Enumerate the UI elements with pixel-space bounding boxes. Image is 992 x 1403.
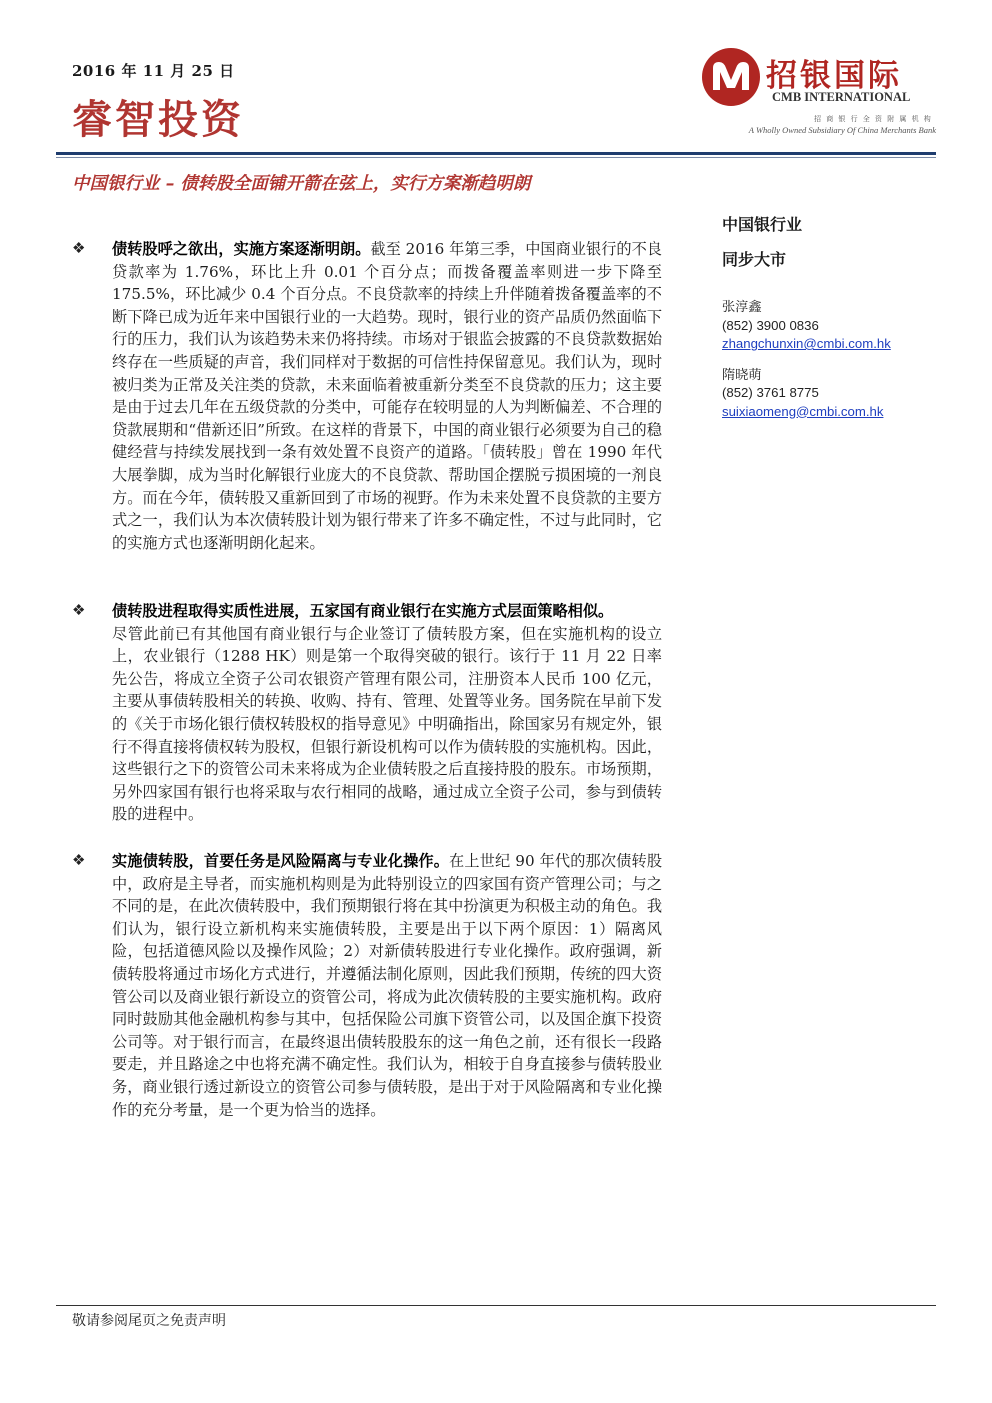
- disclaimer-note: 敬请参阅尾页之免责声明: [72, 1313, 226, 1329]
- analyst-phone: (852) 3900 0836: [722, 317, 819, 333]
- section-3: [72, 850, 662, 1121]
- header-divider: [56, 152, 936, 155]
- report-date: 2016 年 11 月 25 日: [72, 62, 235, 80]
- header-divider-thin: [56, 157, 936, 158]
- section-1: [72, 238, 662, 554]
- diamond-bullet-icon: ❖: [72, 601, 86, 619]
- logo-chinese-name: 招银国际: [766, 58, 902, 94]
- analyst-phone: (852) 3761 8775: [722, 385, 819, 400]
- analyst-name: 隋晓萌: [722, 366, 762, 382]
- logo-subtitle-en: A Wholly Owned Subsidiary Of China Merchants Bank: [748, 125, 936, 135]
- section-paragraph: [112, 850, 662, 1121]
- section-2: [72, 600, 662, 826]
- section-body: 截至 2016 年第三季，中国商业银行的不良贷款率为 1.76%，环比上升 0.01 个百分点；而拨备覆盖率则进一步下降至 175.5%，环比减少 0.4 个百分点。不良贷款率的持续上升伴随着拨备覆盖率的不断下降已成为近年来中国银行业的一大趋势。现时，银行业的资产品质仍然面临下行的压力，我们认为该趋势未来仍将持续。市场对于银监会披露的不良贷款数据始终存在一些质疑的声音，我们同样对于数据的可信性持保留意见。我们认为，现时被归类为正常及关注类的贷款，未来面临着被重新分类至不良贷款的压力；这主要是由于过去几年在五级贷款的分类中，可能存在较明显的人为判断偏差、不合理的贷款展期和“借新还旧”所致。在这样的背景下，中国的商业银行必须要为自己的稳健经营与持续发展找到一条有效处置不良资产的道路。「债转股」曾在 1990 年代大展拳脚，成为当时化解银行业庞大的不良贷款、帮助国企摆脱亏损困境的一剂良方。而在今年，债转股又重新回到了市场的视野。作为未来处置不良贷款的主要方式之一，我们认为本次债转股计划为银行带来了许多不确定性，不过与此同时，它的实施方式也逐渐明朗化起来。: [112, 240, 662, 552]
- section-paragraph: [112, 600, 662, 826]
- analyst-card: [722, 366, 942, 422]
- analyst-email-link[interactable]: zhangchunxin@cmbi.com.hk: [722, 336, 891, 351]
- diamond-bullet-icon: ❖: [72, 851, 86, 869]
- section-body: 在上世纪 90 年代的那次债转股中，政府是主导者，而实施机构则是为此特别设立的四家国有资产管理公司；与之不同的是，在此次债转股中，我们预期银行将在其中扮演更为积极主动的角色。我们认为，银行设立新机构来实施债转股，主要是出于以下两个原因：1）隔离风险，包括道德风险以及操作风险；2）对新债转股进行专业化操作。政府强调，新债转股将通过市场化方式进行，并遵循法制化原则，因此我们预期，传统的四大资管公司以及商业银行新设立的资管公司，将成为此次债转股的主要实施机构。政府同时鼓励其他金融机构参与其中，包括保险公司旗下资管公司，以及国企旗下投资公司等。对于银行而言，在最终退出债转股股东的这一角色之前，还有很长一段路要走，并且路途之中也将充满不确定性。我们认为，相较于自身直接参与债转股业务，商业银行透过新设立的资管公司参与债转股，是出于对于风险隔离和专业化操作的充分考量，是一个更为恰当的选择。: [112, 852, 663, 1119]
- rating-label: 同步大市: [722, 250, 787, 269]
- diamond-bullet-icon: ❖: [72, 239, 86, 257]
- section-lead: 债转股呼之欲出，实施方案逐渐明朗。: [112, 240, 371, 258]
- sector-label: 中国银行业: [722, 215, 803, 234]
- section-lead: 实施债转股，首要任务是风险隔离与专业化操作。: [112, 852, 450, 870]
- analyst-card: [722, 298, 942, 354]
- logo-subtitle-cn: 招商银行全资附属机构: [814, 115, 936, 123]
- cmbi-logo-icon: [700, 46, 762, 108]
- cmbi-logo: [700, 46, 936, 136]
- brand-title: 睿智投资: [72, 96, 244, 143]
- logo-english-name: CMB INTERNATIONAL: [772, 90, 911, 104]
- footer-divider: [56, 1305, 936, 1306]
- section-paragraph: [112, 238, 662, 554]
- analyst-email-link[interactable]: suixiaomeng@cmbi.com.hk: [722, 403, 884, 419]
- section-lead: 债转股进程取得实质性进展，五家国有商业银行在实施方式层面策略相似。: [112, 602, 614, 620]
- analyst-name: 张淳鑫: [722, 299, 762, 314]
- section-body: 尽管此前已有其他国有商业银行与企业签订了债转股方案，但在实施机构的设立上，农业银行（1288 HK）则是第一个取得突破的银行。该行于 11 月 22 日率先公告，将成立全资子公司农银资产管理有限公司，注册资本人民币 100 亿元，主要从事债转股相关的转换、收购、持有、管理、处置等业务。国务院在早前下发的《关于市场化银行债权转股权的指导意见》中明确指出，除国家另有规定外，银行不得直接将债权转为股权，但银行新设机构可以作为债转股的实施机构。因此，这些银行之下的资管公司未来将成为企业债转股之后直接持股的股东。市场预期，另外四家国有银行也将采取与农行相同的战略，通过成立全资子公司，参与到债转股的进程中。: [112, 624, 662, 824]
- report-headline: 中国银行业 – 债转股全面铺开箭在弦上，实行方案渐趋明朗: [72, 174, 531, 194]
- sidebar: [722, 212, 942, 421]
